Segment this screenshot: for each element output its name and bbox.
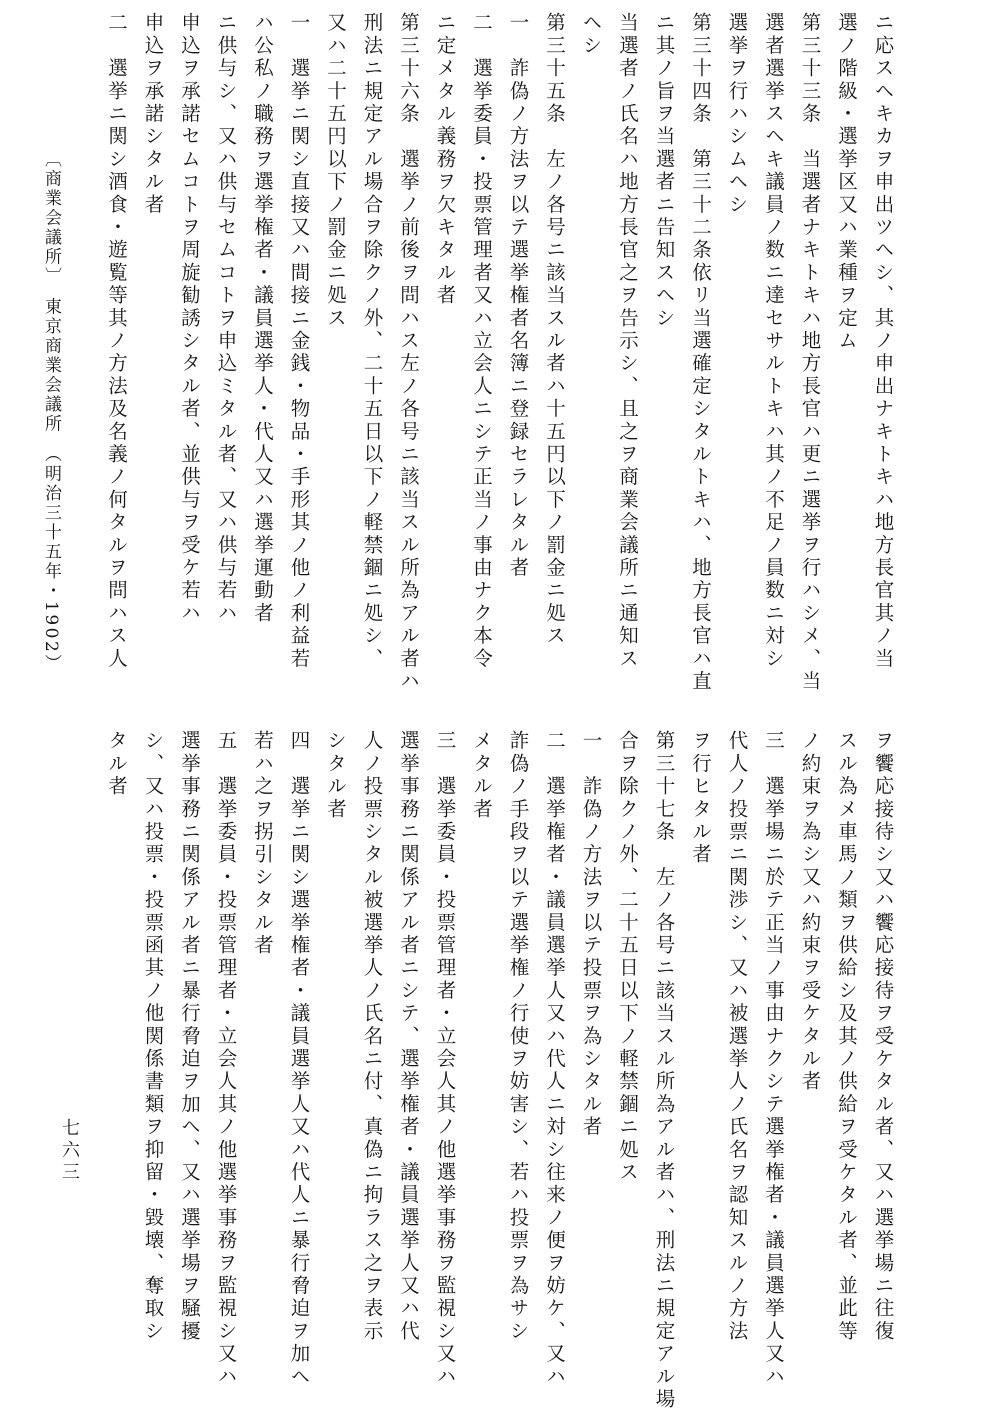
text-column: 一 選挙ニ関シ直接又ハ間接ニ金銭・物品・手形其ノ他ノ利益若 bbox=[287, 12, 311, 671]
text-column: 刑法ニ規定アル場合ヲ除クノ外、二十五日以下ノ軽禁錮ニ処シ、 bbox=[360, 12, 384, 671]
footer-org: 東京商業会議所 bbox=[41, 297, 61, 434]
text-column: ニ供与シ、又ハ供与セムコトヲ申込ミタル者、又ハ供与若ハ bbox=[214, 12, 238, 625]
text-column: 二 選挙権者・議員選挙人又ハ代人ニ対シ往来ノ便ヲ妨ケ、又ハ bbox=[543, 730, 566, 1389]
text-column: シタル者 bbox=[324, 730, 347, 821]
footer-tag: 〔商業会議所〕 bbox=[41, 150, 61, 278]
text-column: タル者 bbox=[105, 730, 128, 799]
text-column: 選挙事務ニ関係アル者ニシテ、選挙権者・議員選挙人又ハ代 bbox=[397, 730, 420, 1343]
text-column: 詐偽ノ手段ヲ以テ選挙権ノ行使ヲ妨害シ、若ハ投票ヲ為サシ bbox=[506, 730, 530, 1343]
text-column: ヲ行ヒタル者 bbox=[689, 730, 712, 867]
footer-source bbox=[42, 150, 59, 674]
text-column: 第三十七条 左ノ各号ニ該当スル所為アル者ハ、刑法ニ規定アル場 bbox=[652, 730, 676, 1411]
text-column: 二 選挙委員・投票管理者又ハ立会人ニシテ正当ノ事由ナク本令 bbox=[470, 12, 493, 671]
text-column: 選者選挙スヘキ議員ノ数ニ達セサルトキハ其ノ不足ノ員数ニ対シ bbox=[762, 12, 785, 671]
text-column: 代人ノ投票ニ関渉シ、又ハ被選挙人ノ氏名ヲ認知スルノ方法 bbox=[725, 730, 749, 1343]
text-column: 申込ヲ承諾セムコトヲ周旋勧誘シタル者、並供与ヲ受ケ若ハ bbox=[178, 12, 201, 625]
text-column: 選ノ階級・選挙区又ハ業種ヲ定ム bbox=[835, 12, 858, 353]
text-column: 五 選挙委員・投票管理者・立会人其ノ他選挙事務ヲ監視シ又ハ bbox=[214, 730, 238, 1389]
text-column: 若ハ之ヲ拐引シタル者 bbox=[251, 730, 274, 957]
text-column: 第三十六条 選挙ノ前後ヲ問ハス左ノ各号ニ該当スル所為アル者ハ bbox=[397, 12, 420, 693]
text-column: 申込ヲ承諾シタル者 bbox=[141, 12, 165, 217]
text-column: ニ定メタル義務ヲ欠キタル者 bbox=[433, 12, 457, 308]
footer-date: （明治三十五年・1902） bbox=[41, 453, 61, 674]
text-column: ヲ饗応接待シ又ハ饗応接待ヲ受ケタル者、又ハ選挙場ニ往復 bbox=[871, 730, 895, 1343]
text-column: 四 選挙ニ関シ選挙権者・議員選挙人又ハ代人ニ暴行脅迫ヲ加ヘ bbox=[287, 730, 311, 1389]
text-column: メタル者 bbox=[470, 730, 493, 821]
text-column: ヘシ bbox=[579, 12, 603, 58]
text-column: 選挙事務ニ関係アル者ニ暴行脅迫ヲ加ヘ、又ハ選挙場ヲ騒擾 bbox=[178, 730, 201, 1343]
text-column: 第三十五条 左ノ各号ニ該当スル者ハ十五円以下ノ罰金ニ処ス bbox=[543, 12, 566, 648]
text-column: ハ公私ノ職務ヲ選挙権者・議員選挙人・代人又ハ選挙運動者 bbox=[251, 12, 274, 625]
text-column: スル為メ車馬ノ類ヲ供給シ及其ノ供給ヲ受ケタル者、並此等 bbox=[835, 730, 858, 1343]
text-column: ノ約束ヲ為シ又ハ約束ヲ受ケタル者 bbox=[798, 730, 822, 1094]
text-column: 一 詐偽ノ方法ヲ以テ選挙権者名簿ニ登録セラレタル者 bbox=[506, 12, 530, 580]
text-column: 人ノ投票シタル被選挙人ノ氏名ニ付、真偽ニ拘ラス之ヲ表示 bbox=[360, 730, 384, 1343]
page-number: 七六三 bbox=[59, 1118, 80, 1184]
text-column: 二 選挙ニ関シ酒食・遊覧等其ノ方法及名義ノ何タルヲ問ハス人 bbox=[105, 12, 128, 671]
text-column: 第三十三条 当選者ナキトキハ地方長官ハ更ニ選挙ヲ行ハシメ、当 bbox=[798, 12, 822, 693]
text-column: 第三十四条 第三十二条依リ当選確定シタルトキハ、地方長官ハ直 bbox=[689, 12, 712, 693]
text-column: ニ其ノ旨ヲ当選者ニ告知スヘシ bbox=[652, 12, 676, 330]
text-column: シ、又ハ投票・投票函其ノ他関係書類ヲ抑留・毀壊、奪取シ bbox=[141, 730, 165, 1343]
text-column: 三 選挙場ニ於テ正当ノ事由ナクシテ選挙権者・議員選挙人又ハ bbox=[762, 730, 785, 1389]
text-column: 当選者ノ氏名ハ地方長官之ヲ告示シ、且之ヲ商業会議所ニ通知ス bbox=[616, 12, 639, 671]
text-column: 又ハ二十五円以下ノ罰金ニ処ス bbox=[324, 12, 347, 330]
text-column: 合ヲ除クノ外、二十五日以下ノ軽禁錮ニ処ス bbox=[616, 730, 639, 1184]
text-column: 一 詐偽ノ方法ヲ以テ投票ヲ為シタル者 bbox=[579, 730, 603, 1139]
text-column: ニ応スヘキカヲ申出ツヘシ、其ノ申出ナキトキハ地方長官其ノ当 bbox=[871, 12, 895, 671]
text-column: 三 選挙委員・投票管理者・立会人其ノ他選挙事務ヲ監視シ又ハ bbox=[433, 730, 457, 1389]
text-column: 選挙ヲ行ハシムヘシ bbox=[725, 12, 749, 217]
